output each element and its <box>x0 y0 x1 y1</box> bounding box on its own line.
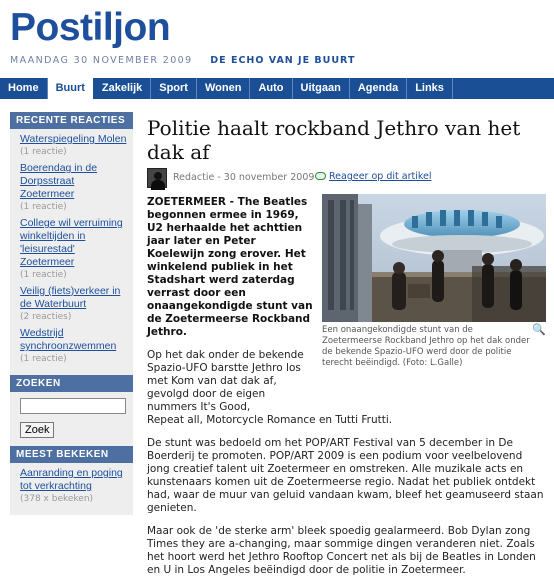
recent-comments-list <box>10 129 133 375</box>
view-count: (378 x bekeken) <box>20 494 94 504</box>
recent-comment-link[interactable]: Wedstrijd synchroonzwemmen <box>20 327 117 352</box>
list-item <box>20 467 127 506</box>
most-viewed-heading: MEEST BEKEKEN <box>10 446 133 463</box>
search-heading: ZOEKEN <box>10 375 133 392</box>
nav-wonen[interactable]: Wonen <box>197 78 250 99</box>
speech-bubble-icon <box>315 172 326 180</box>
article-lead: ZOETERMEER - The Beatles begonnen ermee in 1969, U2 herhaalde het achttien jaar later en Peter Koelewijn zong erover. Het winkelend publiek in het Stadshart werd zaterdag verrast door een onaangekondigde stunt van de Zoetermeerse Rockband Jethro. <box>147 196 313 338</box>
site-slogan: DE ECHO VAN JE BUURT <box>210 55 356 66</box>
article-body <box>147 196 545 577</box>
nav-auto[interactable]: Auto <box>250 78 292 99</box>
magnifier-icon[interactable]: 🔍 <box>532 323 546 336</box>
dateline <box>10 55 355 66</box>
react-link[interactable] <box>315 171 432 182</box>
comment-count: (1 reactie) <box>20 354 67 364</box>
caption-text: Een onaangekondigde stunt van de Zoetermeerse Rockband Jethro op het dak onder de bekende Spazio-UFO werd door de politie terecht beëindigd. (Foto: L.Galle) <box>322 325 530 368</box>
list-item <box>20 217 127 282</box>
search-box <box>10 392 133 446</box>
nav-links[interactable]: Links <box>407 78 453 99</box>
comment-count: (1 reactie) <box>20 147 67 157</box>
nav-zakelijk[interactable]: Zakelijk <box>94 78 151 99</box>
comment-count: (1 reactie) <box>20 202 67 212</box>
search-button[interactable]: Zoek <box>20 422 54 438</box>
recent-comment-link[interactable]: Boerendag in de Dorpsstraat Zoetermeer <box>20 162 98 200</box>
react-label: Reageer op dit artikel <box>329 171 432 182</box>
nav-uitgaan[interactable]: Uitgaan <box>293 78 350 99</box>
list-item <box>20 327 127 366</box>
most-viewed-link[interactable]: Aanranding en poging tot verkrachting <box>20 467 123 492</box>
recent-comments-heading: RECENTE REACTIES <box>10 112 133 129</box>
article-meta <box>147 168 545 188</box>
article-paragraph: Maar ook de 'de sterke arm' bleek spoedig gealarmeerd. Bob Dylan zong Times they are a-changing, maar sommige dingen veranderen niet. Zoals het hoort werd het Jethro Rooftop Concert net als bij de Beatles in Londen en U in Los Angeles beëindigd door de politie in Zoetermeer. <box>147 525 536 576</box>
nav-sport[interactable]: Sport <box>151 78 197 99</box>
site-logo[interactable]: Postiljon <box>10 6 171 49</box>
article-headline: Politie haalt rockband Jethro van het dak af <box>147 116 521 164</box>
current-date: MAANDAG 30 NOVEMBER 2009 <box>10 55 193 66</box>
article-paragraph: De stunt was bedoeld om het POP/ART Festival van 5 december in De Boerderij te promoten. POP/ART 2009 is een podium voor veelbelovend jong creatief talent uit Zoetermeer en omstreken. Alle muzikale acts en kunstenaars komen uit de Zoetermeerse regio. Nadat het publiek ontdekt had, waar de muur van geluid vandaan kwam, bleef het geamuseerd staan genieten. <box>147 437 544 514</box>
recent-comment-link[interactable]: Veilig (fiets)verkeer in de Waterbuurt <box>20 285 121 310</box>
author-avatar <box>147 168 167 188</box>
nav-home[interactable]: Home <box>0 78 48 99</box>
nav-agenda[interactable]: Agenda <box>350 78 407 99</box>
most-viewed-list <box>10 463 133 515</box>
main-nav <box>0 78 554 99</box>
search-input[interactable] <box>20 398 126 414</box>
article-paragraph-continued: Repeat all, Motorcycle Romance en Tutti Frutti. <box>147 414 393 426</box>
comment-count: (1 reactie) <box>20 270 67 280</box>
list-item <box>20 133 127 159</box>
list-item <box>20 285 127 324</box>
masthead <box>0 0 554 78</box>
recent-comment-link[interactable]: College wil verruiming winkeltijden in 'leisurestad' Zoetermeer <box>20 217 123 268</box>
nav-buurt[interactable]: Buurt <box>48 78 94 99</box>
comment-count: (2 reacties) <box>20 312 72 322</box>
article <box>147 116 546 576</box>
list-item <box>20 162 127 214</box>
recent-comment-link[interactable]: Waterspiegeling Molen <box>20 133 127 145</box>
article-byline: Redactie - 30 november 2009 <box>173 172 315 183</box>
sidebar <box>10 112 133 515</box>
article-paragraph: Op het dak onder de bekende Spazio-UFO barstte Jethro los met Kom van dat dak af, gevolgd door de eigen nummers It's Good, <box>147 349 304 413</box>
